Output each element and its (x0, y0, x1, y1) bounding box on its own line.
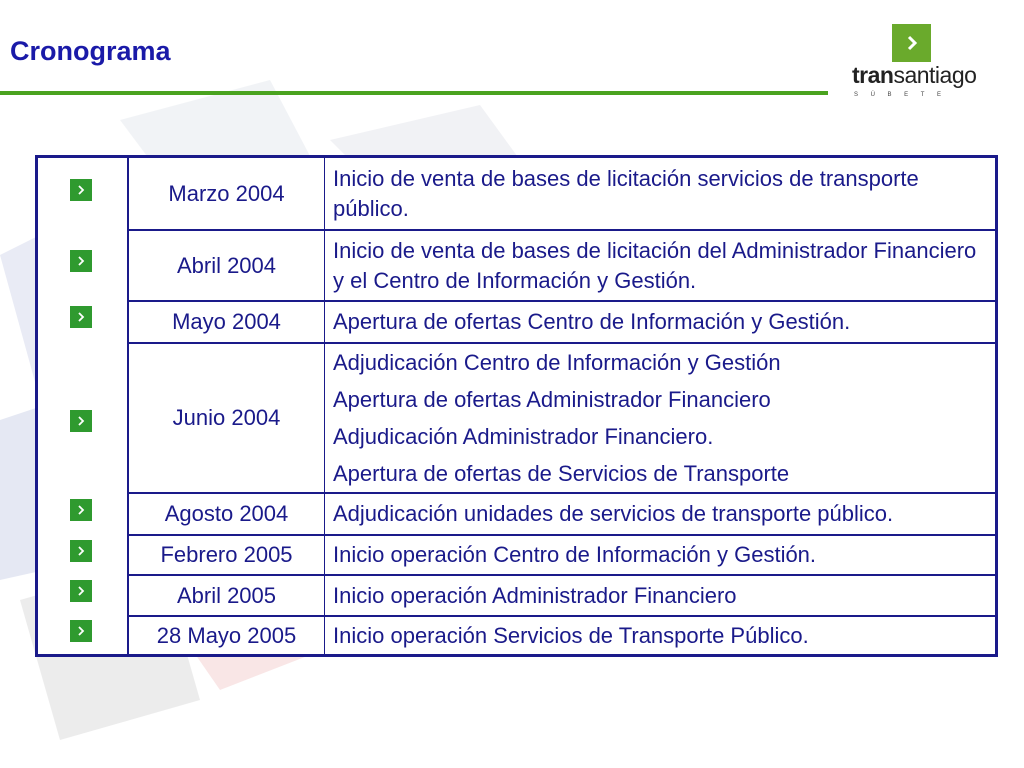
chevron-right-icon (75, 255, 87, 267)
row-date: Junio 2004 (129, 344, 325, 492)
chevron-right-icon (75, 415, 87, 427)
bullet-icon (70, 499, 92, 521)
description-line: Apertura de ofertas Centro de Información y Gestión. (333, 309, 851, 334)
logo-wordmark (852, 62, 976, 89)
description-line: Adjudicación Administrador Financiero. (333, 424, 714, 449)
row-date: Febrero 2005 (129, 536, 325, 574)
title-underline (0, 91, 828, 95)
row-date: 28 Mayo 2005 (129, 617, 325, 654)
description-line: Adjudicación unidades de servicios de transporte público. (333, 501, 894, 526)
slide-title: Cronograma (10, 36, 171, 66)
bullet-icon (70, 540, 92, 562)
row-date: Abril 2004 (129, 231, 325, 300)
description-line: Inicio operación Servicios de Transporte Público. (333, 622, 809, 648)
schedule-row (129, 229, 995, 300)
row-description (325, 231, 995, 300)
row-date: Agosto 2004 (129, 494, 325, 534)
description-line: Inicio operación Administrador Financiero (333, 582, 737, 608)
bullet-icon (70, 620, 92, 642)
row-date: Marzo 2004 (129, 158, 325, 229)
bullet-column (38, 158, 129, 654)
logo-tagline: SÚBETE (854, 92, 954, 98)
bullet-icon (70, 306, 92, 328)
row-description (325, 576, 995, 615)
description-line: Inicio de venta de bases de licitación servicios de transporte público. (333, 165, 919, 221)
bullet-icon (70, 250, 92, 272)
schedule-row (129, 574, 995, 615)
schedule-row (129, 300, 995, 342)
schedule-table (35, 155, 998, 657)
schedule-row (129, 492, 995, 534)
bullet-icon (70, 179, 92, 201)
row-description (325, 344, 995, 492)
chevron-right-icon (902, 33, 922, 53)
logo-word-bold: tran (852, 62, 894, 88)
description-line: Adjudicación Centro de Información y Gestión (333, 350, 781, 375)
bullet-icon (70, 580, 92, 602)
row-description (325, 494, 995, 534)
chevron-right-icon (75, 585, 87, 597)
logo-box (892, 24, 931, 62)
chevron-right-icon (75, 545, 87, 557)
description-line: Apertura de ofertas de Servicios de Transporte (333, 461, 790, 486)
schedule-row (129, 342, 995, 492)
transantiago-logo (848, 24, 978, 104)
description-line: Inicio de venta de bases de licitación del Administrador Financiero y el Centro de Información y Gestión. (333, 237, 977, 293)
chevron-right-icon (75, 184, 87, 196)
row-date: Mayo 2004 (129, 302, 325, 342)
logo-word-rest: santiago (893, 62, 977, 88)
row-description (325, 302, 995, 342)
row-description (325, 158, 995, 229)
bullet-icon (70, 410, 92, 432)
schedule-row (129, 615, 995, 654)
row-date: Abril 2005 (129, 576, 325, 615)
chevron-right-icon (75, 504, 87, 516)
chevron-right-icon (75, 311, 87, 323)
chevron-right-icon (75, 625, 87, 637)
row-description (325, 536, 995, 574)
schedule-row (129, 158, 995, 229)
row-description (325, 617, 995, 654)
schedule-row (129, 534, 995, 574)
description-line: Inicio operación Centro de Información y Gestión. (333, 542, 817, 567)
description-line: Apertura de ofertas Administrador Financiero (333, 387, 771, 412)
